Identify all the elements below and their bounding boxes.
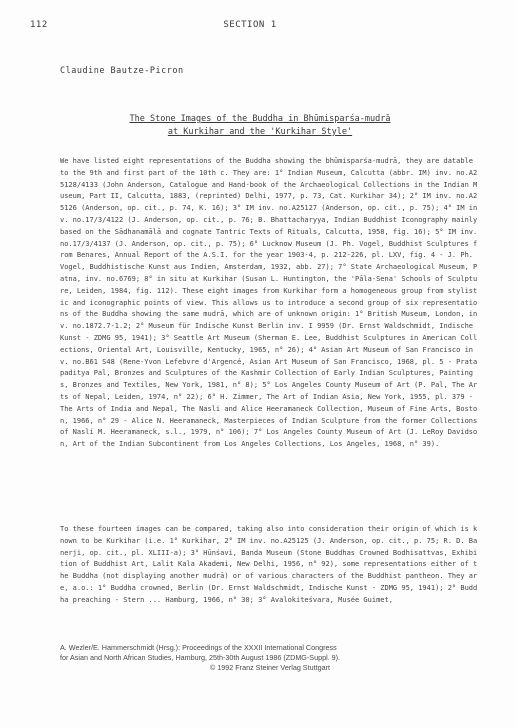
title-line-1: The Stone Images of the Buddha in Bhūmisparśa-mudrā <box>129 114 391 124</box>
body-paragraph-1: We have listed eight representations of the Buddha showing the bhūmisparśa-mudrā, they are datable to the 9th and first part of the 10th c. They are: 1° Indian Museum, Calcutta (abbr. IM) inv. no.A25128/4133 (John Anderson, Catalogue and Hand-book of the Archaeological Collections in the Indian Museum, Part II, Calcutta, 1883, (reprinted) Delhi, 1977, p. 73, Cat. Kurkihar 34); 2° IM inv. no.A25126 (Anderson, op. cit., p. 74, K. 16); 3° IM inv. no.A25127 (Anderson, op. cit., p. 75); 4° IM inv. no.17/3/4122 (J. Anderson, op. cit., p. 76; B. Bhattacharyya, Indian Buddhist Iconography mainly based on the Sādhanamālā and cognate Tantric Texts of Rituals, Calcutta, 1958, fig. 16); 5° IM inv. no.17/3/4137 (J. Anderson, op. cit., p. 75); 6° Lucknow Museum (J. Ph. Vogel, Buddhist Sculptures from Benares, Annual Report of the A.S.I. for the year 1903-4, p. 212-226, pl. LXV, fig. 4 - J. Ph. Vogel, Buddhistische Kunst aus Indien, Amsterdam, 1932, abb. 27); 7° State Archaeological Museum, Patna, inv. no.6769; 8° in situ at Kurkihar (Susan L. Huntington, the 'Pāla-Sena' Schools of Sculpture, Leiden, 1984, fig. 112). These eight images from Kurkihar form a homogeneous group from stylistic and iconographic points of view. This allows us to introduce a second group of six representations of the Buddha showing the same mudrā, which are of unknown origin: 1° British Museum, London, inv. no.1872.7-1.2; 2° Museum für Indische Kunst Berlin inv. I 9959 (Dr. Ernst Waldschmidt, Indische Kunst - ZDMG 95, 1941); 3° Seattle Art Museum (Sherman E. Lee, Buddhist Sculptures in American Collections, Oriental Art, Louisville, Kentucky, 1965, n° 26); 4° Asian Art Museum of San Francisco inv. no.B61 S48 (Rene-Yvon Lefebvre d'Argencé, Asian Art Museum of San Francisco, 1968, pl. 5 - Pratapaditya Pal, Bronzes and Sculptures of the Kashmir Collection of Early Indian Sculptures, Paintings, Bronzes and Textiles, New York, 1981, n° 8); 5° Los Angeles County Museum of Art (P. Pal, The Arts of Nepal, Leiden, 1974, n° 22); 6° H. Zimmer, The Art of Indian Asia, New York, 1955, pl. 379 - The Arts of India and Nepal, The Nasli and Alice Heeramaneck Collection, Museum of Fine Arts, Boston, 1966, n° 29 - Alice N. Heeramaneck, Masterpieces of Indian Sculpture from the former Collections of Nasli M. Heeramaneck, s.l., 1979, n° 106); 7° Los Angeles County Museum of Art (J. LeRoy Davidson, Art of the Indian Subcontinent from Los Angeles Collections, Los Angeles, 1968, n° 39). <box>60 157 482 449</box>
copyright-line: © 1992 Franz Steiner Verlag Stuttgart <box>210 663 330 672</box>
title-line-2: at Kurkihar and the 'Kurkihar Style' <box>167 127 353 137</box>
page-number: 112 <box>30 20 48 30</box>
section-label: SECTION 1 <box>223 20 277 30</box>
footer-line-1: A. Wezler/E. Hammerschmidt (Hrsg.): Proceedings of the XXXII International Congress <box>60 643 337 652</box>
body-paragraph-2: To these fourteen images can be compared, taking also into consideration their origin of which is known to be Kurkihar (i.e. 1° Kurkihar, 2° IM inv. no.A25125 (J. Anderson, op. cit., p. 75; R. D. Banerji, op. cit., pl. XLIII-a); 3° Hūnśavi, Banda Museum (Stone Buddhas Crowned Bodhisattvas, Exhibition of Buddhist Art, Lalit Kala Akademi, New Delhi, 1956, n° 92), some representations either of the Buddha (not displaying another mudrā) or of various characters of the Buddhist pantheon. They are, a.o.: 1° Buddha crowned, Berlin (Dr. Ernst Waldschmidt, Indische Kunst - ZDMG 95, 1941); 2° Buddha preaching - Stern ... Hamburg, 1966, n° 30; 3° Avalokiteśvara, Musée Guimet, <box>60 525 478 604</box>
publication-footer <box>60 643 480 673</box>
author-name: Claudine Bautze-Picron <box>60 66 184 76</box>
footer-line-2: for Asian and North African Studies, Hamburg, 25th-30th August 1986 (ZDMG-Suppl. 9). <box>60 653 341 662</box>
running-head <box>30 20 470 34</box>
article-title <box>60 113 460 139</box>
